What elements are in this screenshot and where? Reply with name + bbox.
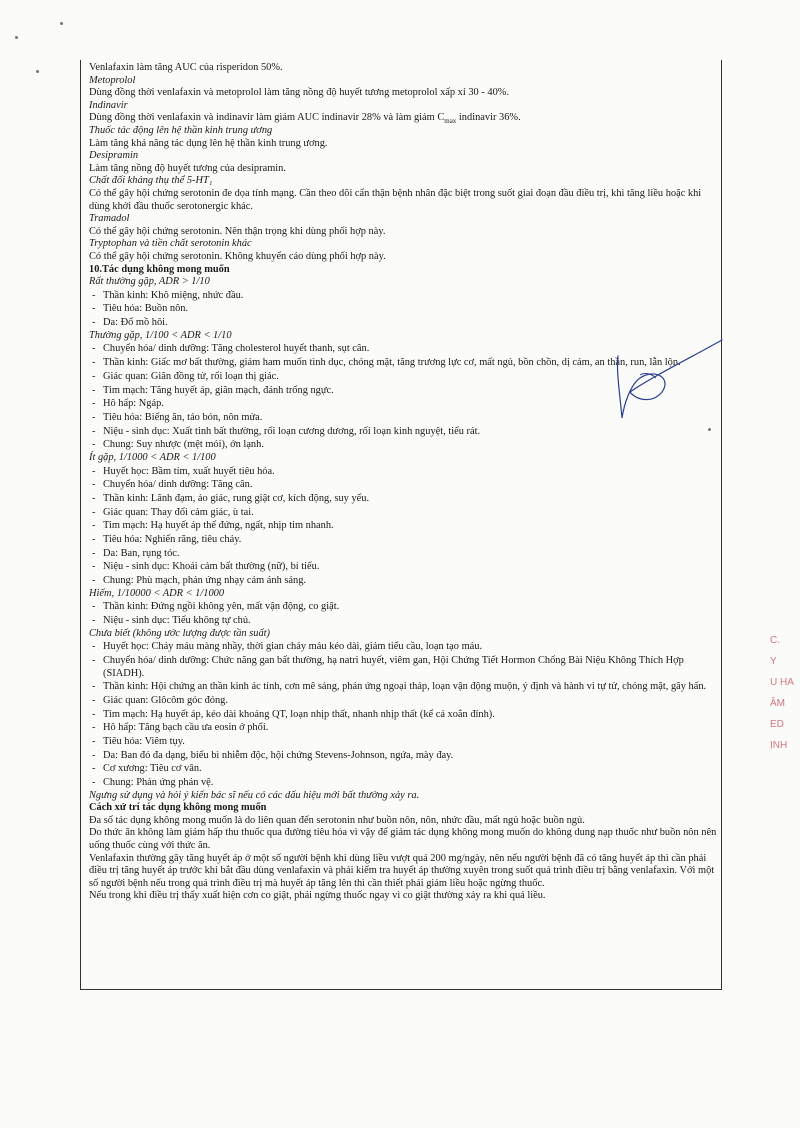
scan-speck [60, 22, 63, 25]
list-item: - Cơ xương: Tiêu cơ vân. [89, 763, 717, 776]
scan-speck [36, 70, 39, 73]
indinavir-text-b: indinavir 36%. [456, 112, 521, 124]
cns-drugs-text: Làm tăng khả năng tác dụng lên hệ thần kinh trung ương. [89, 137, 328, 149]
desipramine-title: Desipramin [89, 150, 139, 162]
list-item: - Chung: Phù mạch, phản ứng nhạy cảm ánh sáng. [89, 575, 717, 588]
frequency-label: Rất thường gặp, ADR > 1/10 [89, 276, 210, 288]
frequency-label: Hiếm, 1/10000 < ADR < 1/1000 [89, 587, 225, 599]
management-paragraph: Do thức ăn không làm giảm hấp thu thuốc qua đường tiêu hóa vì vậy để giảm tác dụng không mong muốn do không dung nạp thuốc như buồn nôn nên uống thuốc cùng với thức ăn. [89, 827, 717, 852]
cns-drugs-title: Thuốc tác động lên hệ thần kinh trung ương [89, 124, 273, 136]
metoprolol-text: Dùng đồng thời venlafaxin và metoprolol làm tăng nồng độ huyết tương metoprolol xấp xỉ 30 - 40%. [89, 87, 510, 99]
list-item: - Huyết học: Bầm tím, xuất huyết tiêu hóa. [89, 466, 717, 479]
tramadol-text: Có thể gây hội chứng serotonin. Nên thận trọng khi dùng phối hợp này. [89, 225, 386, 237]
frequency-label: Thường gặp, 1/100 < ADR < 1/10 [89, 329, 232, 341]
management-heading: Cách xử trí tác dụng không mong muốn [89, 802, 267, 814]
antagonist-5ht-title: Chất đối kháng thụ thể 5-HT₁ [89, 175, 213, 187]
list-item: - Tiêu hóa: Viêm tụy. [89, 736, 717, 749]
list-item: - Huyết học: Chảy máu màng nhầy, thời gian chảy máu kéo dài, giảm tiểu cầu, loạn tạo máu. [89, 641, 717, 654]
management-paragraph: Venlafaxin thường gây tăng huyết áp ở một số người bệnh khi dùng liều vượt quá 200 mg/ngày, nên nếu người bệnh đã có tăng huyết áp thì cần phải điều trị tăng huyết áp trước khi bắt đầu dùng venlafaxin và phải kiểm tra huyết áp thường xuyên trong suốt quá trình điều trị bằng venlafaxin. Với một số người bệnh nếu trong quá trình điều trị mà huyết áp tăng lên thì cần thiết phải giảm liều hoặc ngừng thuốc. [89, 852, 715, 889]
management-paragraph: Nếu trong khi điều trị thấy xuất hiện cơn co giật, phải ngừng thuốc ngay vì co giật thường xảy ra khi quá liều. [89, 890, 546, 902]
list-item: - Thần kinh: Giấc mơ bất thường, giảm ham muốn tình dục, chóng mặt, tăng trương lực cơ, mất ngủ, bồn chồn, dị cảm, an thần, run, lẫn lộn. [89, 357, 717, 370]
scan-speck [708, 428, 711, 431]
list-item: - Thần kinh: Lãnh đạm, ảo giác, rung giật cơ, kích động, suy yếu. [89, 493, 717, 506]
tryptophan-text: Có thể gây hội chứng serotonin. Không khuyến cáo dùng phối hợp này. [89, 250, 386, 262]
risperidone-interaction: Venlafaxin làm tăng AUC của risperidon 50%. [89, 62, 283, 73]
list-item: - Giác quan: Glôcôm góc đóng. [89, 695, 717, 708]
list-item: - Tiêu hóa: Nghiến răng, tiêu chảy. [89, 534, 717, 547]
stamp-text: C. [770, 635, 780, 646]
desipramine-text: Làm tăng nồng độ huyết tương của desipramin. [89, 162, 286, 174]
list-item: - Chuyển hóa/ dinh dưỡng: Chức năng gan bất thường, hạ natri huyết, viêm gan, Hội Chứng Tiết Hormon Chống Bài Niệu Không Thích Hợp (SIADH). [89, 655, 717, 680]
list-item: - Thần kinh: Khô miệng, nhức đầu. [89, 290, 717, 303]
tryptophan-title: Tryptophan và tiền chất serotonin khác [89, 238, 252, 250]
stamp-text: ỊNH [770, 740, 788, 751]
list-item: - Chuyển hóa/ dinh dưỡng: Tăng cân. [89, 479, 717, 492]
list-item: - Tiêu hóa: Biếng ăn, táo bón, nôn mửa. [89, 412, 717, 425]
frequency-label: Chưa biết (không ước lượng được tần suất) [89, 627, 270, 639]
list-item: - Niệu - sinh dục: Khoái cảm bất thường (nữ), bí tiểu. [89, 561, 717, 574]
section-heading: 10.Tác dụng không mong muốn [89, 263, 230, 275]
list-item: - Giác quan: Giãn đồng tử, rối loạn thị giác. [89, 371, 717, 384]
list-item: - Thần kinh: Hội chứng an thần kinh ác tính, cơn mê sảng, phản ứng ngoại tháp, loạn vận động muộn, ý định và hành vi tự tử, chóng mặt, gây hấn. [89, 681, 717, 694]
antagonist-5ht-text: Có thể gây hội chứng serotonin đe dọa tính mạng. Cần theo dõi cẩn thận bệnh nhân đặc biệt trong suốt giai đoạn đầu điều trị, khi tăng liều hoặc khi dùng khởi đầu thuốc serotonergic khác. [89, 187, 702, 212]
frequency-label: Ít gặp, 1/1000 < ADR < 1/100 [89, 451, 216, 463]
list-item: - Da: Ban, rụng tóc. [89, 548, 717, 561]
stamp-text: ÂM [770, 698, 785, 709]
tramadol-title: Tramadol [89, 213, 130, 225]
list-item: - Tim mạch: Hạ huyết áp, kéo dài khoảng QT, loạn nhịp thất, nhanh nhịp thất (kể cả xoắn đỉnh). [89, 709, 717, 722]
list-item: - Tim mạch: Hạ huyết áp thế đứng, ngất, nhịp tim nhanh. [89, 520, 717, 533]
official-stamp [770, 625, 800, 755]
cmax-subscript: max [444, 117, 457, 126]
list-item: - Hô hấp: Tăng bạch cầu ưa eosin ở phổi. [89, 722, 717, 735]
list-item: - Da: Ban đỏ đa dạng, biểu bì nhiễm độc, hội chứng Stevens-Johnson, ngứa, mày đay. [89, 750, 717, 763]
list-item: - Tim mạch: Tăng huyết áp, giãn mạch, đánh trống ngực. [89, 385, 717, 398]
list-item: - Giác quan: Thay đổi cảm giác, ù tai. [89, 507, 717, 520]
list-item: - Chung: Phản ứng phản vệ. [89, 777, 717, 790]
list-item: - Niệu - sinh dục: Xuất tinh bất thường, rối loạn cương dương, rối loạn kinh nguyệt, tiểu rát. [89, 426, 717, 439]
stamp-text: U HA [770, 677, 794, 688]
indinavir-title: Indinavir [89, 99, 128, 111]
stamp-text: ED [770, 719, 784, 730]
list-item: - Thần kinh: Đứng ngồi không yên, mất vận động, co giật. [89, 601, 717, 614]
stamp-text: Y [770, 656, 777, 667]
scan-speck [15, 36, 18, 39]
advice-note: Ngưng sử dụng và hỏi ý kiến bác sĩ nếu có các dấu hiệu mới bất thường xảy ra. [89, 789, 420, 801]
indinavir-text-a: Dùng đồng thời venlafaxin và indinavir làm giảm AUC indinavir 28% và làm giảm C [89, 112, 445, 124]
management-paragraph: Đa số tác dụng không mong muốn là do liên quan đến serotonin như buồn nôn, nôn, nhức đầu, mất ngủ hoặc buồn ngủ. [89, 814, 585, 826]
list-item: - Niệu - sinh dục: Tiểu không tự chủ. [89, 615, 717, 628]
list-item: - Chung: Suy nhược (mệt mỏi), ớn lạnh. [89, 439, 717, 452]
list-item: - Chuyển hóa/ dinh dưỡng: Tăng cholesterol huyết thanh, sụt cân. [89, 343, 717, 356]
list-item: - Hô hấp: Ngáp. [89, 398, 717, 411]
metoprolol-title: Metoprolol [89, 74, 136, 86]
list-item: - Da: Đổ mồ hôi. [89, 317, 717, 330]
list-item: - Tiêu hóa: Buồn nôn. [89, 303, 717, 316]
